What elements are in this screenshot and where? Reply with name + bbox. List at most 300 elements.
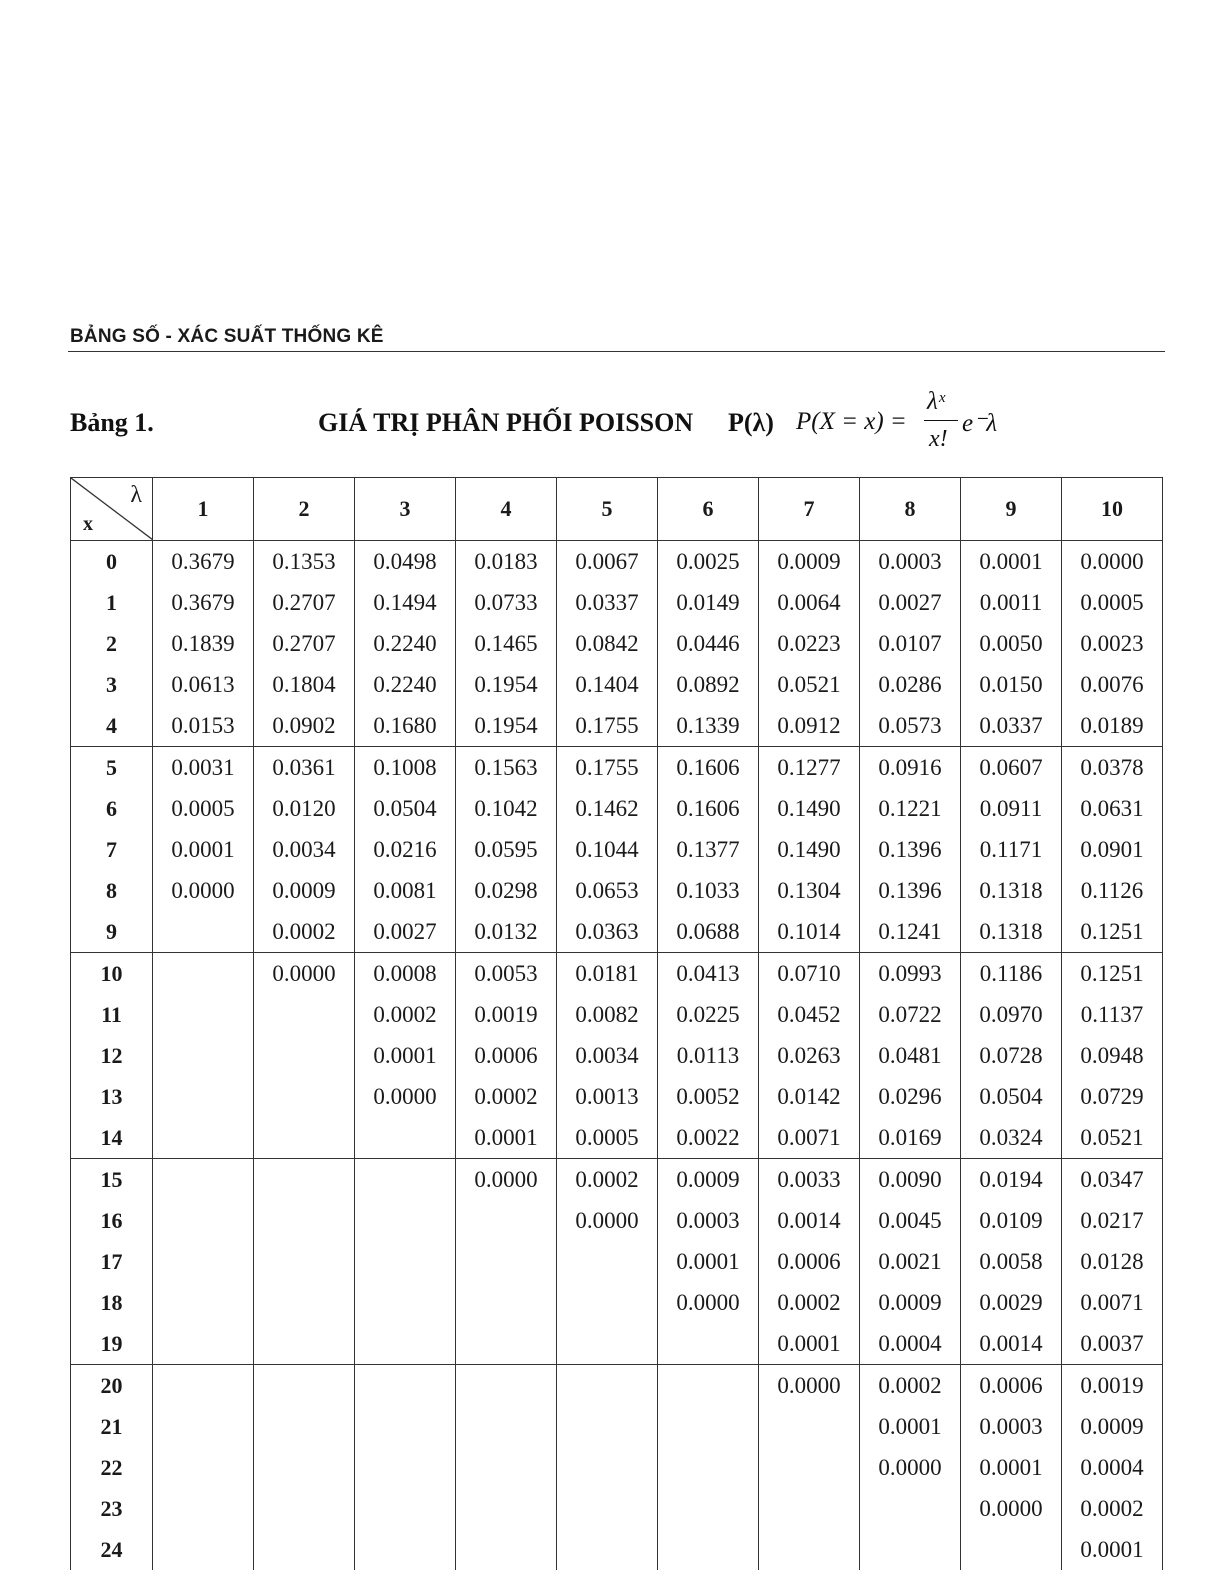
probability-cell: 0.0029 — [961, 1282, 1062, 1323]
probability-cell: 0.1954 — [456, 664, 557, 705]
column-header-lambda: 5 — [557, 478, 658, 541]
probability-cell: 0.0005 — [557, 1117, 658, 1159]
probability-cell: 0.0120 — [254, 788, 355, 829]
probability-cell: 0.0006 — [961, 1365, 1062, 1407]
row-x-value: 9 — [71, 911, 153, 953]
probability-cell: 0.1755 — [557, 705, 658, 747]
probability-cell: 0.1954 — [456, 705, 557, 747]
probability-cell: 0.1680 — [355, 705, 456, 747]
probability-cell: 0.0019 — [456, 994, 557, 1035]
table-symbol: P(λ) — [728, 408, 774, 437]
probability-cell: 0.0002 — [355, 994, 456, 1035]
probability-cell: 0.2240 — [355, 664, 456, 705]
probability-cell: 0.1277 — [759, 747, 860, 789]
row-x-value: 1 — [71, 582, 153, 623]
probability-cell — [456, 1323, 557, 1365]
row-x-value: 0 — [71, 541, 153, 583]
probability-cell: 0.0009 — [860, 1282, 961, 1323]
probability-cell — [254, 1159, 355, 1201]
probability-cell: 0.0000 — [557, 1200, 658, 1241]
probability-cell: 0.0729 — [1062, 1076, 1163, 1117]
probability-cell: 0.0722 — [860, 994, 961, 1035]
column-header-lambda: 10 — [1062, 478, 1163, 541]
probability-cell — [254, 1447, 355, 1488]
probability-cell: 0.1396 — [860, 829, 961, 870]
probability-cell: 0.0000 — [153, 870, 254, 911]
probability-cell: 0.0050 — [961, 623, 1062, 664]
probability-cell: 0.1008 — [355, 747, 456, 789]
row-x-value: 24 — [71, 1529, 153, 1570]
probability-cell — [153, 1447, 254, 1488]
probability-cell — [254, 1323, 355, 1365]
probability-cell — [456, 1406, 557, 1447]
probability-cell — [355, 1200, 456, 1241]
probability-cell: 0.0008 — [355, 953, 456, 995]
table-row — [71, 1076, 1163, 1117]
probability-cell: 0.0452 — [759, 994, 860, 1035]
probability-cell: 0.1251 — [1062, 953, 1163, 995]
probability-cell — [153, 1241, 254, 1282]
probability-cell: 0.1396 — [860, 870, 961, 911]
probability-cell: 0.0023 — [1062, 623, 1163, 664]
probability-cell: 0.0031 — [153, 747, 254, 789]
probability-cell: 0.0014 — [961, 1323, 1062, 1365]
probability-cell: 0.0004 — [860, 1323, 961, 1365]
probability-cell — [658, 1365, 759, 1407]
probability-cell: 0.0128 — [1062, 1241, 1163, 1282]
probability-cell: 0.0002 — [254, 911, 355, 953]
probability-cell: 0.0022 — [658, 1117, 759, 1159]
probability-cell: 0.0033 — [759, 1159, 860, 1201]
row-x-value: 7 — [71, 829, 153, 870]
probability-cell: 0.1304 — [759, 870, 860, 911]
probability-cell — [254, 1241, 355, 1282]
probability-cell: 0.0363 — [557, 911, 658, 953]
table-row — [71, 1406, 1163, 1447]
probability-cell: 0.0027 — [860, 582, 961, 623]
probability-cell: 0.1318 — [961, 911, 1062, 953]
table-row — [71, 582, 1163, 623]
probability-cell: 0.0169 — [860, 1117, 961, 1159]
probability-cell: 0.1563 — [456, 747, 557, 789]
probability-cell — [254, 1282, 355, 1323]
probability-cell: 0.0003 — [658, 1200, 759, 1241]
probability-cell: 0.0298 — [456, 870, 557, 911]
probability-cell: 0.0000 — [860, 1447, 961, 1488]
probability-cell — [355, 1282, 456, 1323]
poisson-table — [70, 477, 1163, 1570]
probability-cell — [254, 1529, 355, 1570]
poisson-formula — [796, 386, 1016, 458]
row-x-value: 22 — [71, 1447, 153, 1488]
probability-cell: 0.0324 — [961, 1117, 1062, 1159]
probability-cell: 0.0263 — [759, 1035, 860, 1076]
probability-cell: 0.0498 — [355, 541, 456, 583]
probability-cell: 0.1221 — [860, 788, 961, 829]
probability-cell: 0.0002 — [456, 1076, 557, 1117]
row-x-value: 23 — [71, 1488, 153, 1529]
probability-cell: 0.0002 — [860, 1365, 961, 1407]
probability-cell: 0.0504 — [355, 788, 456, 829]
probability-cell — [456, 1282, 557, 1323]
row-x-value: 11 — [71, 994, 153, 1035]
probability-cell: 0.0005 — [153, 788, 254, 829]
probability-cell: 0.0003 — [860, 541, 961, 583]
table-row — [71, 1529, 1163, 1570]
probability-cell — [759, 1529, 860, 1570]
row-x-value: 19 — [71, 1323, 153, 1365]
probability-cell — [153, 1365, 254, 1407]
probability-cell: 0.0970 — [961, 994, 1062, 1035]
probability-cell: 0.0107 — [860, 623, 961, 664]
probability-cell — [456, 1488, 557, 1529]
probability-cell: 0.0296 — [860, 1076, 961, 1117]
formula-numerator: λˣ — [927, 388, 945, 415]
probability-cell — [254, 1365, 355, 1407]
table-row — [71, 541, 1163, 583]
probability-cell: 0.0521 — [759, 664, 860, 705]
formula-lhs: P(X = x) = — [796, 408, 907, 435]
row-x-value: 3 — [71, 664, 153, 705]
probability-cell: 0.0000 — [355, 1076, 456, 1117]
probability-cell — [557, 1488, 658, 1529]
probability-cell: 0.0150 — [961, 664, 1062, 705]
table-label: Bảng 1. — [70, 408, 154, 437]
probability-cell: 0.0347 — [1062, 1159, 1163, 1201]
probability-cell: 0.1339 — [658, 705, 759, 747]
probability-cell — [153, 1488, 254, 1529]
probability-cell: 0.1839 — [153, 623, 254, 664]
probability-cell: 0.0504 — [961, 1076, 1062, 1117]
probability-cell — [456, 1365, 557, 1407]
probability-cell: 0.1042 — [456, 788, 557, 829]
corner-cell — [71, 478, 153, 541]
probability-cell: 0.0194 — [961, 1159, 1062, 1201]
lambda-label: λ — [130, 482, 142, 508]
probability-cell — [456, 1241, 557, 1282]
probability-cell — [759, 1488, 860, 1529]
probability-cell: 0.0001 — [153, 829, 254, 870]
probability-cell — [153, 1035, 254, 1076]
probability-cell: 0.3679 — [153, 541, 254, 583]
probability-cell — [153, 994, 254, 1035]
probability-cell: 0.1606 — [658, 747, 759, 789]
row-x-value: 13 — [71, 1076, 153, 1117]
probability-cell: 0.0688 — [658, 911, 759, 953]
probability-cell: 0.0153 — [153, 705, 254, 747]
probability-cell — [153, 1323, 254, 1365]
table-row — [71, 1488, 1163, 1529]
probability-cell: 0.0911 — [961, 788, 1062, 829]
probability-cell: 0.0286 — [860, 664, 961, 705]
probability-cell: 0.0071 — [1062, 1282, 1163, 1323]
probability-cell — [658, 1323, 759, 1365]
probability-cell: 0.0058 — [961, 1241, 1062, 1282]
formula-fraction-bar — [924, 420, 958, 421]
probability-cell: 0.0014 — [759, 1200, 860, 1241]
probability-cell — [557, 1323, 658, 1365]
probability-cell: 0.0002 — [1062, 1488, 1163, 1529]
probability-cell: 0.0413 — [658, 953, 759, 995]
table-row — [71, 664, 1163, 705]
row-x-value: 16 — [71, 1200, 153, 1241]
probability-cell — [355, 1365, 456, 1407]
column-header-lambda: 2 — [254, 478, 355, 541]
probability-cell: 0.0113 — [658, 1035, 759, 1076]
probability-cell: 0.0001 — [759, 1323, 860, 1365]
probability-cell — [658, 1529, 759, 1570]
probability-cell: 0.1490 — [759, 788, 860, 829]
column-header-lambda: 8 — [860, 478, 961, 541]
probability-cell: 0.0595 — [456, 829, 557, 870]
probability-cell — [355, 1447, 456, 1488]
probability-cell: 0.0081 — [355, 870, 456, 911]
probability-cell — [557, 1365, 658, 1407]
probability-cell: 0.0916 — [860, 747, 961, 789]
probability-cell: 0.0001 — [1062, 1529, 1163, 1570]
row-x-value: 8 — [71, 870, 153, 911]
probability-cell: 0.1606 — [658, 788, 759, 829]
probability-cell — [153, 1117, 254, 1159]
probability-cell: 0.0000 — [658, 1282, 759, 1323]
probability-cell — [153, 1406, 254, 1447]
probability-cell: 0.0710 — [759, 953, 860, 995]
probability-cell: 0.1137 — [1062, 994, 1163, 1035]
probability-cell: 0.0013 — [557, 1076, 658, 1117]
probability-cell: 0.1186 — [961, 953, 1062, 995]
table-row — [71, 911, 1163, 953]
row-x-value: 21 — [71, 1406, 153, 1447]
probability-cell: 0.1318 — [961, 870, 1062, 911]
probability-cell: 0.0149 — [658, 582, 759, 623]
probability-cell: 0.0446 — [658, 623, 759, 664]
probability-cell: 0.0027 — [355, 911, 456, 953]
probability-cell: 0.0842 — [557, 623, 658, 664]
probability-cell: 0.0607 — [961, 747, 1062, 789]
probability-cell — [254, 1200, 355, 1241]
probability-cell: 0.0071 — [759, 1117, 860, 1159]
probability-cell: 0.0003 — [961, 1406, 1062, 1447]
probability-cell: 0.0000 — [961, 1488, 1062, 1529]
probability-cell: 0.0082 — [557, 994, 658, 1035]
row-x-value: 10 — [71, 953, 153, 995]
probability-cell: 0.1241 — [860, 911, 961, 953]
probability-cell: 0.0223 — [759, 623, 860, 664]
table-row — [71, 1117, 1163, 1159]
probability-cell: 0.1804 — [254, 664, 355, 705]
probability-cell: 0.0142 — [759, 1076, 860, 1117]
probability-cell: 0.0011 — [961, 582, 1062, 623]
probability-cell: 0.1044 — [557, 829, 658, 870]
probability-cell: 0.0733 — [456, 582, 557, 623]
probability-cell: 0.1353 — [254, 541, 355, 583]
probability-cell: 0.0653 — [557, 870, 658, 911]
probability-cell: 0.0613 — [153, 664, 254, 705]
table-row — [71, 1282, 1163, 1323]
probability-cell — [254, 1406, 355, 1447]
probability-cell: 0.0019 — [1062, 1365, 1163, 1407]
probability-cell — [355, 1529, 456, 1570]
table-row — [71, 829, 1163, 870]
probability-cell: 0.0006 — [456, 1035, 557, 1076]
header-divider — [68, 351, 1165, 352]
page-header-title: BẢNG SỐ - XÁC SUẤT THỐNG KÊ — [70, 326, 384, 347]
row-x-value: 5 — [71, 747, 153, 789]
probability-cell: 0.0001 — [860, 1406, 961, 1447]
probability-cell: 0.0006 — [759, 1241, 860, 1282]
probability-cell: 0.0181 — [557, 953, 658, 995]
column-header-lambda: 1 — [153, 478, 254, 541]
probability-cell: 0.3679 — [153, 582, 254, 623]
probability-cell: 0.2240 — [355, 623, 456, 664]
table-row — [71, 994, 1163, 1035]
probability-cell: 0.0109 — [961, 1200, 1062, 1241]
table-row — [71, 1200, 1163, 1241]
probability-cell — [759, 1406, 860, 1447]
row-x-value: 17 — [71, 1241, 153, 1282]
probability-cell: 0.0902 — [254, 705, 355, 747]
probability-cell: 0.0053 — [456, 953, 557, 995]
probability-cell: 0.0001 — [961, 1447, 1062, 1488]
probability-cell: 0.0090 — [860, 1159, 961, 1201]
table-row — [71, 705, 1163, 747]
table-row — [71, 1035, 1163, 1076]
probability-cell — [355, 1159, 456, 1201]
probability-cell — [961, 1529, 1062, 1570]
probability-cell: 0.0000 — [456, 1159, 557, 1201]
probability-cell: 0.0132 — [456, 911, 557, 953]
probability-cell: 0.0009 — [658, 1159, 759, 1201]
probability-cell — [355, 1488, 456, 1529]
probability-cell: 0.1171 — [961, 829, 1062, 870]
probability-cell: 0.0009 — [759, 541, 860, 583]
probability-cell — [153, 953, 254, 995]
probability-cell: 0.0052 — [658, 1076, 759, 1117]
probability-cell: 0.1494 — [355, 582, 456, 623]
column-header-lambda: 9 — [961, 478, 1062, 541]
probability-cell: 0.0021 — [860, 1241, 961, 1282]
probability-cell — [254, 1035, 355, 1076]
probability-cell: 0.0067 — [557, 541, 658, 583]
row-x-value: 12 — [71, 1035, 153, 1076]
row-x-value: 18 — [71, 1282, 153, 1323]
probability-cell — [153, 1076, 254, 1117]
probability-cell — [153, 911, 254, 953]
probability-cell — [355, 1241, 456, 1282]
probability-cell — [254, 994, 355, 1035]
table-row — [71, 1447, 1163, 1488]
row-x-value: 6 — [71, 788, 153, 829]
table-row — [71, 623, 1163, 664]
probability-cell: 0.0025 — [658, 541, 759, 583]
probability-cell: 0.0728 — [961, 1035, 1062, 1076]
probability-cell: 0.0337 — [961, 705, 1062, 747]
probability-cell: 0.0189 — [1062, 705, 1163, 747]
table-row — [71, 1159, 1163, 1201]
probability-cell — [355, 1117, 456, 1159]
probability-cell — [557, 1241, 658, 1282]
probability-cell — [153, 1159, 254, 1201]
probability-cell: 0.0216 — [355, 829, 456, 870]
table-row — [71, 870, 1163, 911]
probability-cell — [355, 1406, 456, 1447]
probability-cell: 0.1126 — [1062, 870, 1163, 911]
probability-cell: 0.1377 — [658, 829, 759, 870]
table-row — [71, 1241, 1163, 1282]
probability-cell: 0.0064 — [759, 582, 860, 623]
formula-denominator: x! — [929, 426, 948, 452]
probability-cell: 0.0076 — [1062, 664, 1163, 705]
probability-cell: 0.0901 — [1062, 829, 1163, 870]
probability-cell: 0.2707 — [254, 582, 355, 623]
probability-cell: 0.0009 — [1062, 1406, 1163, 1447]
table-row — [71, 953, 1163, 995]
probability-cell: 0.1490 — [759, 829, 860, 870]
column-header-lambda: 7 — [759, 478, 860, 541]
probability-cell: 0.0217 — [1062, 1200, 1163, 1241]
probability-cell: 0.0631 — [1062, 788, 1163, 829]
probability-cell: 0.1755 — [557, 747, 658, 789]
row-x-value: 14 — [71, 1117, 153, 1159]
probability-cell: 0.0000 — [254, 953, 355, 995]
table-row — [71, 1323, 1163, 1365]
probability-cell — [153, 1282, 254, 1323]
probability-cell — [355, 1323, 456, 1365]
probability-cell: 0.0573 — [860, 705, 961, 747]
row-x-value: 15 — [71, 1159, 153, 1201]
probability-cell — [658, 1488, 759, 1529]
probability-cell — [658, 1406, 759, 1447]
probability-cell — [153, 1200, 254, 1241]
probability-cell: 0.1033 — [658, 870, 759, 911]
probability-cell: 0.0005 — [1062, 582, 1163, 623]
probability-cell: 0.2707 — [254, 623, 355, 664]
probability-cell — [456, 1529, 557, 1570]
probability-cell: 0.0045 — [860, 1200, 961, 1241]
probability-cell — [456, 1447, 557, 1488]
probability-cell — [658, 1447, 759, 1488]
formula-factor: e⁻λ — [962, 410, 998, 437]
probability-cell: 0.0225 — [658, 994, 759, 1035]
probability-cell — [153, 1529, 254, 1570]
probability-cell: 0.0002 — [557, 1159, 658, 1201]
probability-cell — [860, 1529, 961, 1570]
table-row — [71, 747, 1163, 789]
probability-cell: 0.0000 — [759, 1365, 860, 1407]
table-row — [71, 788, 1163, 829]
probability-cell: 0.0378 — [1062, 747, 1163, 789]
probability-cell: 0.0034 — [557, 1035, 658, 1076]
column-header-lambda: 6 — [658, 478, 759, 541]
table-title: GIÁ TRỊ PHÂN PHỐI POISSON — [318, 408, 694, 437]
probability-cell — [557, 1406, 658, 1447]
probability-cell: 0.0001 — [355, 1035, 456, 1076]
probability-cell: 0.0361 — [254, 747, 355, 789]
probability-cell: 0.0002 — [759, 1282, 860, 1323]
probability-cell: 0.1462 — [557, 788, 658, 829]
probability-cell: 0.0037 — [1062, 1323, 1163, 1365]
probability-cell: 0.1404 — [557, 664, 658, 705]
probability-cell — [860, 1488, 961, 1529]
probability-cell: 0.0912 — [759, 705, 860, 747]
probability-cell — [456, 1200, 557, 1241]
probability-cell: 0.0000 — [1062, 541, 1163, 583]
probability-cell — [254, 1117, 355, 1159]
probability-cell: 0.0481 — [860, 1035, 961, 1076]
row-x-value: 4 — [71, 705, 153, 747]
row-x-value: 2 — [71, 623, 153, 664]
probability-cell: 0.0009 — [254, 870, 355, 911]
